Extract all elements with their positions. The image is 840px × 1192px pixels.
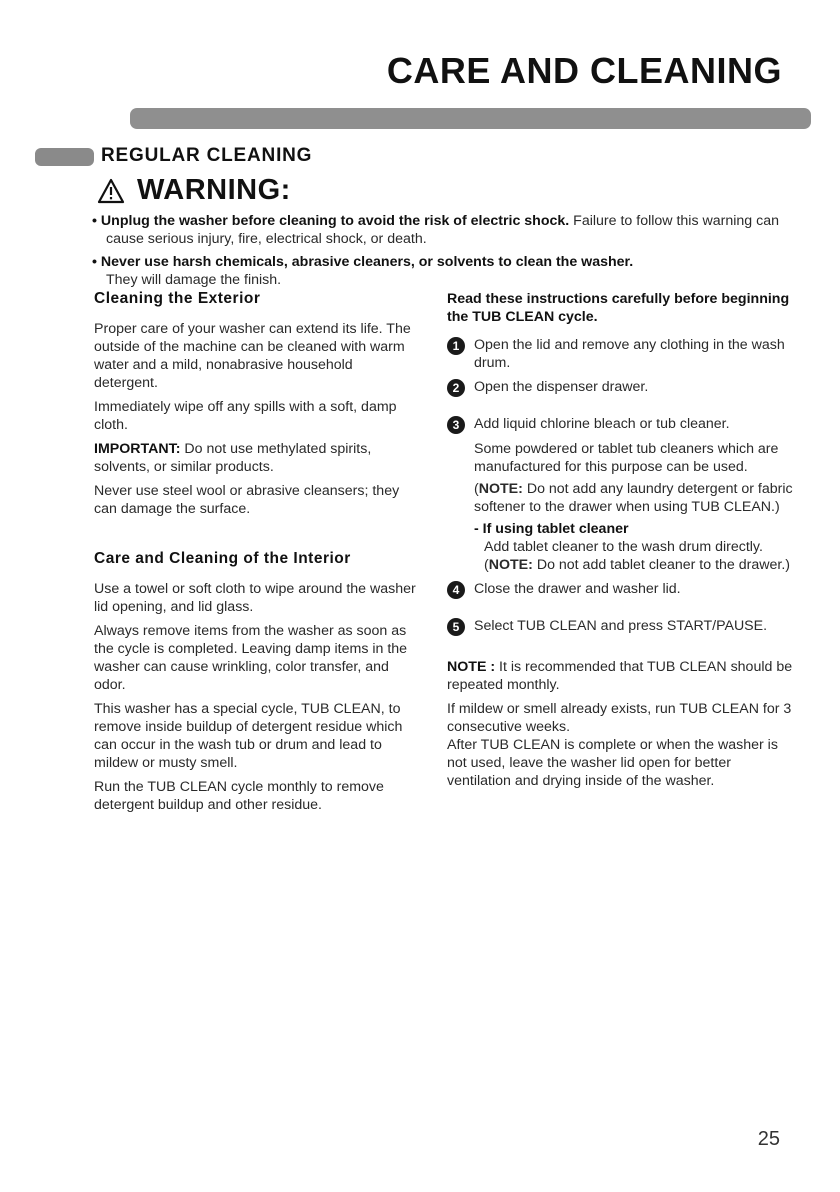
step-number-icon: 1: [447, 337, 465, 355]
note-paren: (: [474, 481, 479, 497]
note-text: It is recommended that TUB CLEAN should be repeated monthly.: [447, 659, 793, 693]
warning-label: WARNING:: [137, 174, 291, 206]
interior-paragraph: This washer has a special cycle, TUB CLEAN, to remove inside buildup of detergent residue which can occur in the wash tub or drum and lead to mildew or musty smell.: [94, 701, 403, 771]
warning-text: They will damage the finish.: [106, 272, 282, 288]
interior-paragraph: Always remove items from the washer as soon as the cycle is completed. Leaving damp items in the washer can cause wrinkling, color transfer, and odor.: [94, 623, 408, 693]
tub-clean-intro: Read these instructions carefully before beginning the TUB CLEAN cycle.: [447, 291, 790, 325]
step-number-icon: 5: [447, 618, 465, 636]
after-paragraph: After TUB CLEAN is complete or when the washer is not used, leave the washer lid open for better ventilation and drying inside of the washer.: [447, 737, 778, 789]
step-3-note: [447, 480, 797, 516]
step-2: [447, 378, 797, 397]
note-label: NOTE :: [447, 659, 496, 675]
left-column: [94, 290, 416, 820]
note-label: NOTE:: [478, 481, 523, 497]
step-number-icon: 2: [447, 379, 465, 397]
warning-item: [92, 253, 812, 289]
step-text: Open the lid and remove any clothing in the wash drum.: [474, 337, 785, 371]
right-column: [447, 290, 797, 796]
warning-bold-text: Unplug the washer before cleaning to avoid the risk of electric shock.: [100, 213, 570, 229]
tablet-cleaner-title: - If using tablet cleaner: [474, 521, 629, 537]
exterior-paragraph: Proper care of your washer can extend its life. The outside of the machine can be cleaned with warm water and a mild, nonabrasive household detergent.: [94, 321, 411, 391]
tablet-cleaner-text: Add tablet cleaner to the wash drum directly.: [484, 539, 763, 555]
step-number-icon: 4: [447, 581, 465, 599]
step-5: [447, 617, 797, 636]
interior-paragraph: Run the TUB CLEAN cycle monthly to remove detergent buildup and other residue.: [94, 779, 384, 813]
note-text: Do not add any laundry detergent or fabric softener to the drawer when using TUB CLEAN.): [474, 481, 793, 515]
step-text: Select TUB CLEAN and press START/PAUSE.: [474, 618, 768, 634]
warning-item: [92, 212, 812, 248]
step-3: [447, 415, 797, 434]
note-label: NOTE:: [488, 557, 533, 573]
important-text: Do not use methylated spirits, solvents, or similar products.: [94, 441, 372, 475]
step-text: Add liquid chlorine bleach or tub cleaner.: [474, 416, 730, 432]
section-tab-marker: [35, 148, 94, 166]
title-rule-bar: [130, 108, 811, 129]
note-paren: (: [484, 557, 489, 573]
warning-text: Failure to follow this warning can cause serious injury, fire, electrical shock, or death.: [106, 213, 779, 247]
step-1: [447, 336, 797, 372]
note-text: Do not add tablet cleaner to the drawer.): [532, 557, 790, 573]
page-title: CARE AND CLEANING: [386, 50, 782, 91]
warning-bold-text: Never use harsh chemicals, abrasive cleaners, or solvents to clean the washer.: [100, 254, 634, 270]
tablet-cleaner-note: [474, 556, 797, 574]
step-text: Close the drawer and washer lid.: [474, 581, 681, 597]
tablet-cleaner-block: [447, 520, 797, 574]
important-label: IMPORTANT:: [94, 441, 181, 457]
section-heading: REGULAR CLEANING: [101, 145, 313, 166]
step-number-icon: 3: [447, 416, 465, 434]
warning-bullet: •: [92, 213, 97, 229]
exterior-paragraph: Immediately wipe off any spills with a soft, damp cloth.: [94, 399, 397, 433]
exterior-paragraph: Never use steel wool or abrasive cleansers; they can damage the surface.: [94, 483, 400, 517]
recommend-note: [447, 658, 797, 694]
important-paragraph: [94, 440, 416, 476]
step-text: Open the dispenser drawer.: [474, 379, 649, 395]
warning-header: [97, 174, 291, 207]
warning-triangle-icon: [97, 178, 125, 204]
mildew-paragraph: If mildew or smell already exists, run TUB CLEAN for 3 consecutive weeks.: [447, 701, 792, 735]
interior-paragraph: Use a towel or soft cloth to wipe around the washer lid opening, and lid glass.: [94, 581, 416, 615]
step-3-detail: Some powdered or tablet tub cleaners which are manufactured for this purpose can be used.: [474, 441, 779, 475]
step-4: [447, 580, 797, 599]
exterior-heading: Cleaning the Exterior: [94, 290, 261, 307]
warning-list: [92, 212, 812, 294]
page-number: 25: [757, 1128, 780, 1150]
warning-bullet: •: [92, 254, 97, 270]
interior-heading: Care and Cleaning of the Interior: [94, 550, 351, 567]
